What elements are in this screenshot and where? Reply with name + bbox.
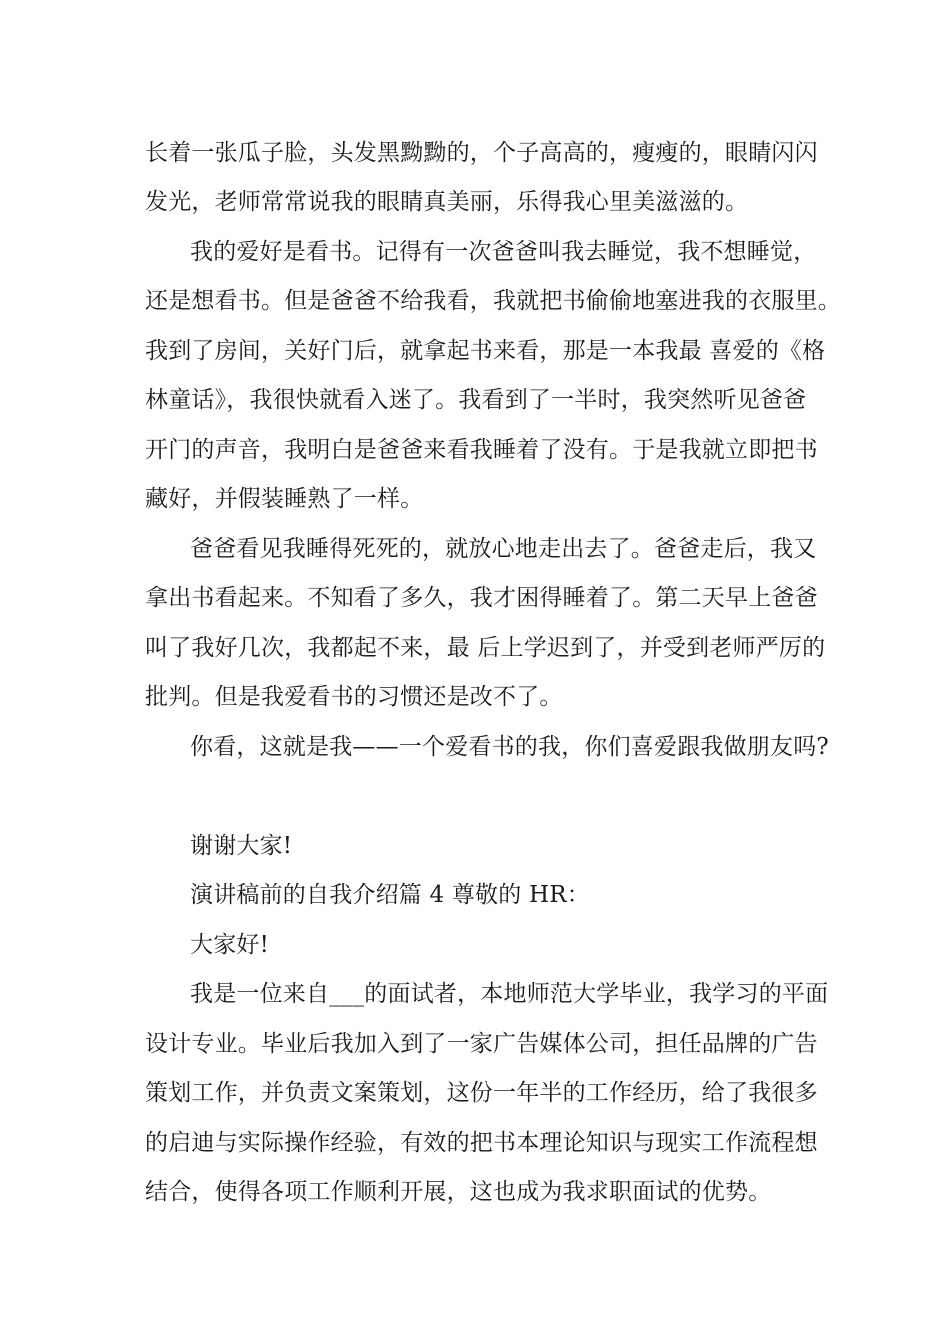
text-line: 还是想看书。但是爸爸不给我看，我就把书偷偷地塞进我的衣服里。	[145, 288, 841, 314]
text-line: 叫了我好几次，我都起不来，最 后上学迟到了，并受到老师严厉的	[145, 635, 826, 661]
text-line: 批判。但是我爱看书的习惯还是改不了。	[145, 684, 563, 710]
text-line: 长着一张瓜子脸，头发黑黝黝的，个子高高的，瘦瘦的，眼睛闪闪	[145, 140, 818, 166]
text-line: 我到了房间，关好门后，就拿起书来看，那是一本我最 喜爱的《格	[145, 338, 826, 364]
paragraph-start: 我的爱好是看书。记得有一次爸爸叫我去睡觉，我不想睡觉，	[190, 239, 817, 265]
paragraph-start: 你看，这就是我——一个爱看书的我，你们喜爱跟我做朋友吗?	[190, 734, 829, 760]
text-line: 设计专业。毕业后我加入到了一家广告媒体公司，担任品牌的广告	[145, 1031, 818, 1057]
paragraph-start: 爸爸看见我睡得死死的，就放心地走出去了。爸爸走后，我又	[190, 536, 817, 562]
section-heading: 演讲稿前的自我介绍篇 4 尊敬的 HR：	[190, 882, 590, 908]
text-line: 的启迪与实际操作经验，有效的把书本理论知识与现实工作流程想	[145, 1130, 818, 1156]
text-line: 结合，使得各项工作顺利开展，这也成为我求职面试的优势。	[145, 1179, 772, 1205]
closing-line: 谢谢大家!	[190, 833, 293, 859]
text-line: 开门的声音，我明白是爸爸来看我睡着了没有。于是我就立即把书	[145, 437, 818, 463]
text-line: 策划工作，并负责文案策划，这份一年半的工作经历，给了我很多	[145, 1080, 818, 1106]
greeting-line: 大家好!	[190, 932, 270, 958]
text-line: 藏好，并假装睡熟了一样。	[145, 486, 424, 512]
text-line: 发光，老师常常说我的眼睛真美丽，乐得我心里美滋滋的。	[145, 189, 749, 215]
paragraph-start: 我是一位来自___的面试者，本地师范大学毕业，我学习的平面	[190, 981, 829, 1007]
text-line: 林童话》，我很快就看入迷了。我看到了一半时，我突然听见爸爸	[145, 387, 807, 413]
text-line: 拿出书看起来。不知看了多久，我才困得睡着了。第二天早上爸爸	[145, 585, 818, 611]
